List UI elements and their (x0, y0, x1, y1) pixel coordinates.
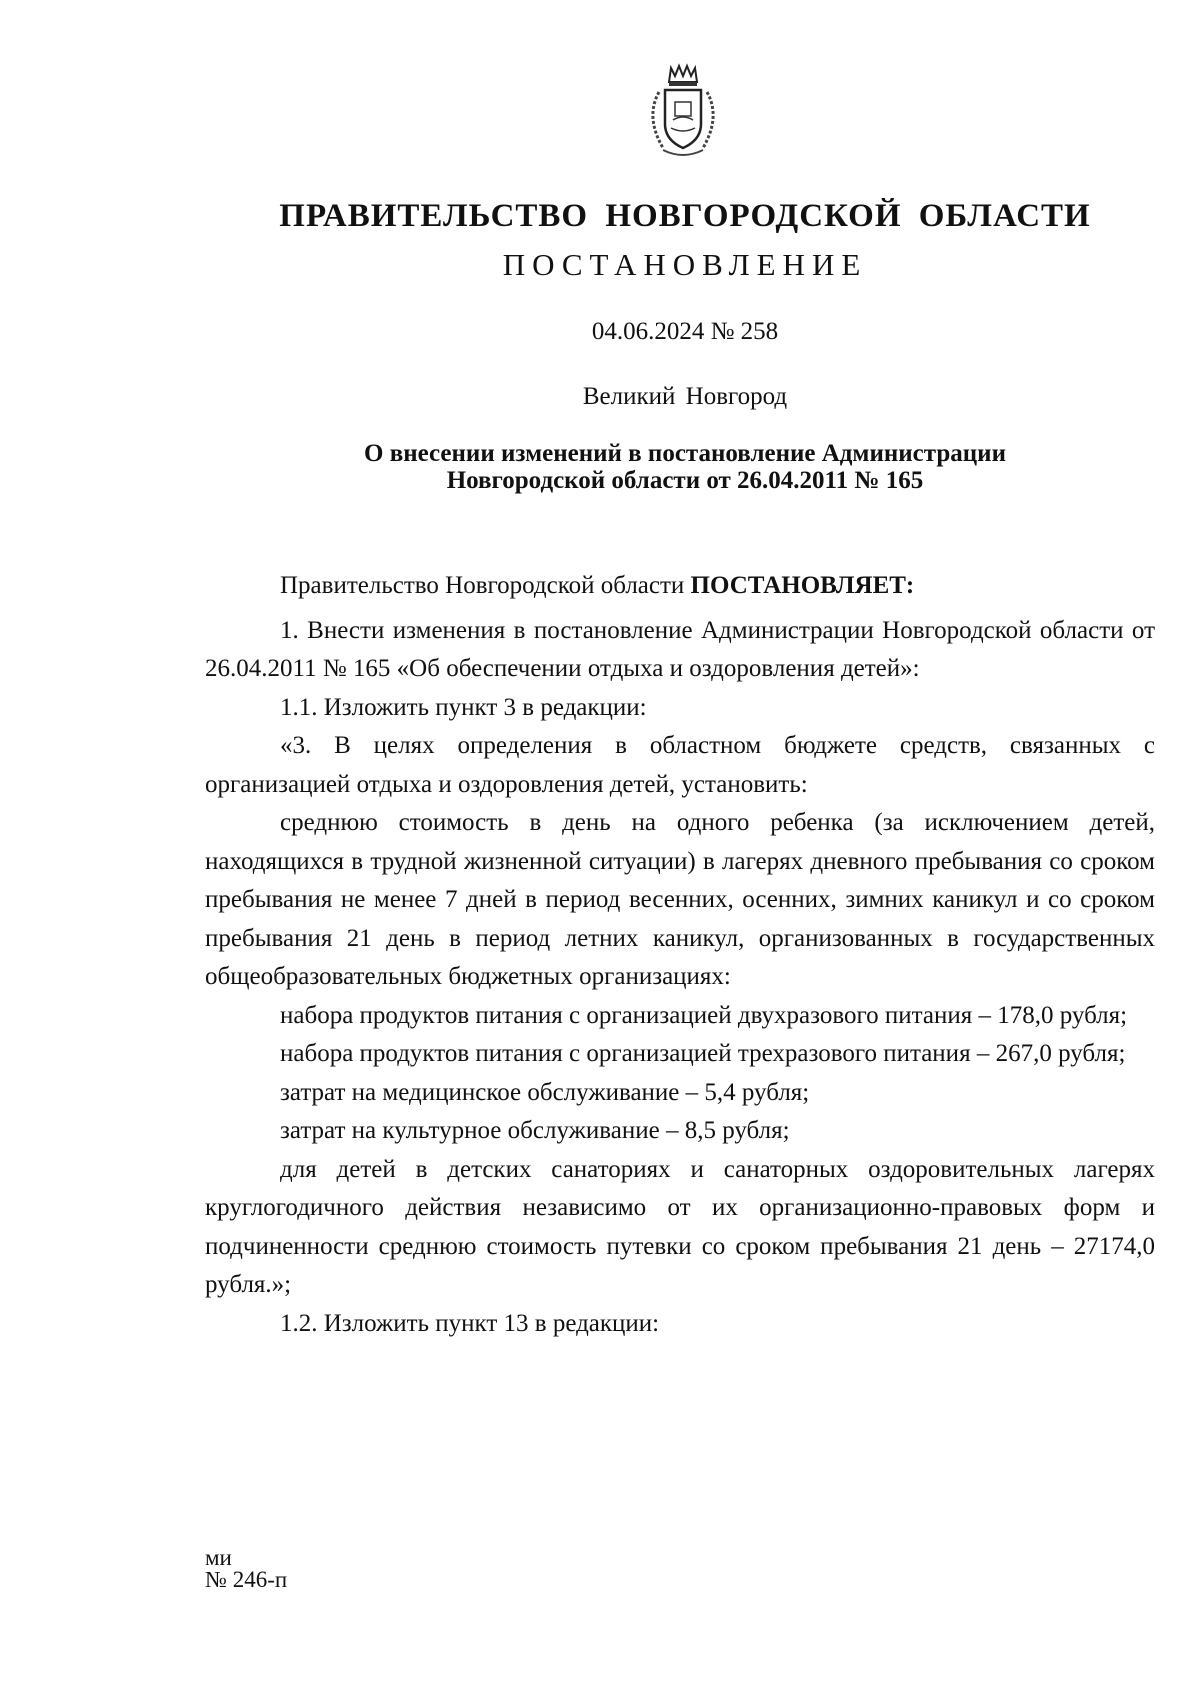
novgorod-coat-of-arms-icon (637, 62, 729, 162)
paragraph: 1. Внести изменения в постановление Администрации Новгородской области от 26.04.2011 № 165 «Об обеспечении отдыха и оздоровления детей»: (205, 616, 1155, 682)
footer-initials: ми (205, 1545, 232, 1570)
document-type: ПОСТАНОВЛЕНИЕ (502, 247, 868, 282)
paragraph: «3. В целях определения в областном бюджете средств, связанных с организацией отдыха и оздоровления детей, установить: (205, 732, 1155, 798)
date-and-number: 04.06.2024 № 258 (591, 318, 779, 345)
paragraph: набора продуктов питания с организацией двухразового питания – 178,0 рубля; (280, 1001, 1128, 1029)
paragraph: затрат на медицинское обслуживание – 5,4 рубля; (280, 1078, 810, 1106)
paragraph: 1.1. Изложить пункт 3 в редакции: (280, 693, 647, 721)
paragraph: набора продуктов питания с организацией трехразового питания – 267,0 рубля; (280, 1040, 1126, 1067)
preamble-text: Правительство Новгородской области (280, 572, 691, 599)
paragraph: затрат на культурное обслуживание – 8,5 рубля; (280, 1117, 790, 1144)
document-body (205, 567, 1155, 1343)
city: Великий Новгород (582, 383, 788, 410)
paragraph: среднюю стоимость в день на одного ребенка (за исключением детей, находящихся в трудной жизненной ситуации) в лагерях дневного пребывания со сроком пребывания не менее 7 дней в период весенних, осенних, зимних каникул и со сроком пребывания 21 день в период летних каникул, организованных в государственных общеобразовательных бюджетных организациях: (205, 809, 1155, 990)
preamble-decree: ПОСТАНОВЛЯЕТ: (690, 572, 915, 599)
document-title (0, 440, 1200, 494)
footer-ref-number: № 246-п (205, 1567, 288, 1592)
paragraph: 1.2. Изложить пункт 13 в редакции: (280, 1309, 660, 1337)
title-line: Новгородской области от 26.04.2011 № 165 (446, 467, 924, 494)
title-line: О внесении изменений в постановление Администрации (364, 440, 1006, 467)
paragraph: для детей в детских санаториях и санаторных оздоровительных лагерях круглогодичного действия независимо от их организационно-правовых форм и подчиненности среднюю стоимость путевки со сроком пребывания 21 день – 27174,0 рубля.»; (205, 1155, 1155, 1298)
preamble (205, 567, 1155, 606)
organization-heading: ПРАВИТЕЛЬСТВО НОВГОРОДСКОЙ ОБЛАСТИ (279, 198, 1091, 234)
footer-reference (205, 1547, 287, 1591)
